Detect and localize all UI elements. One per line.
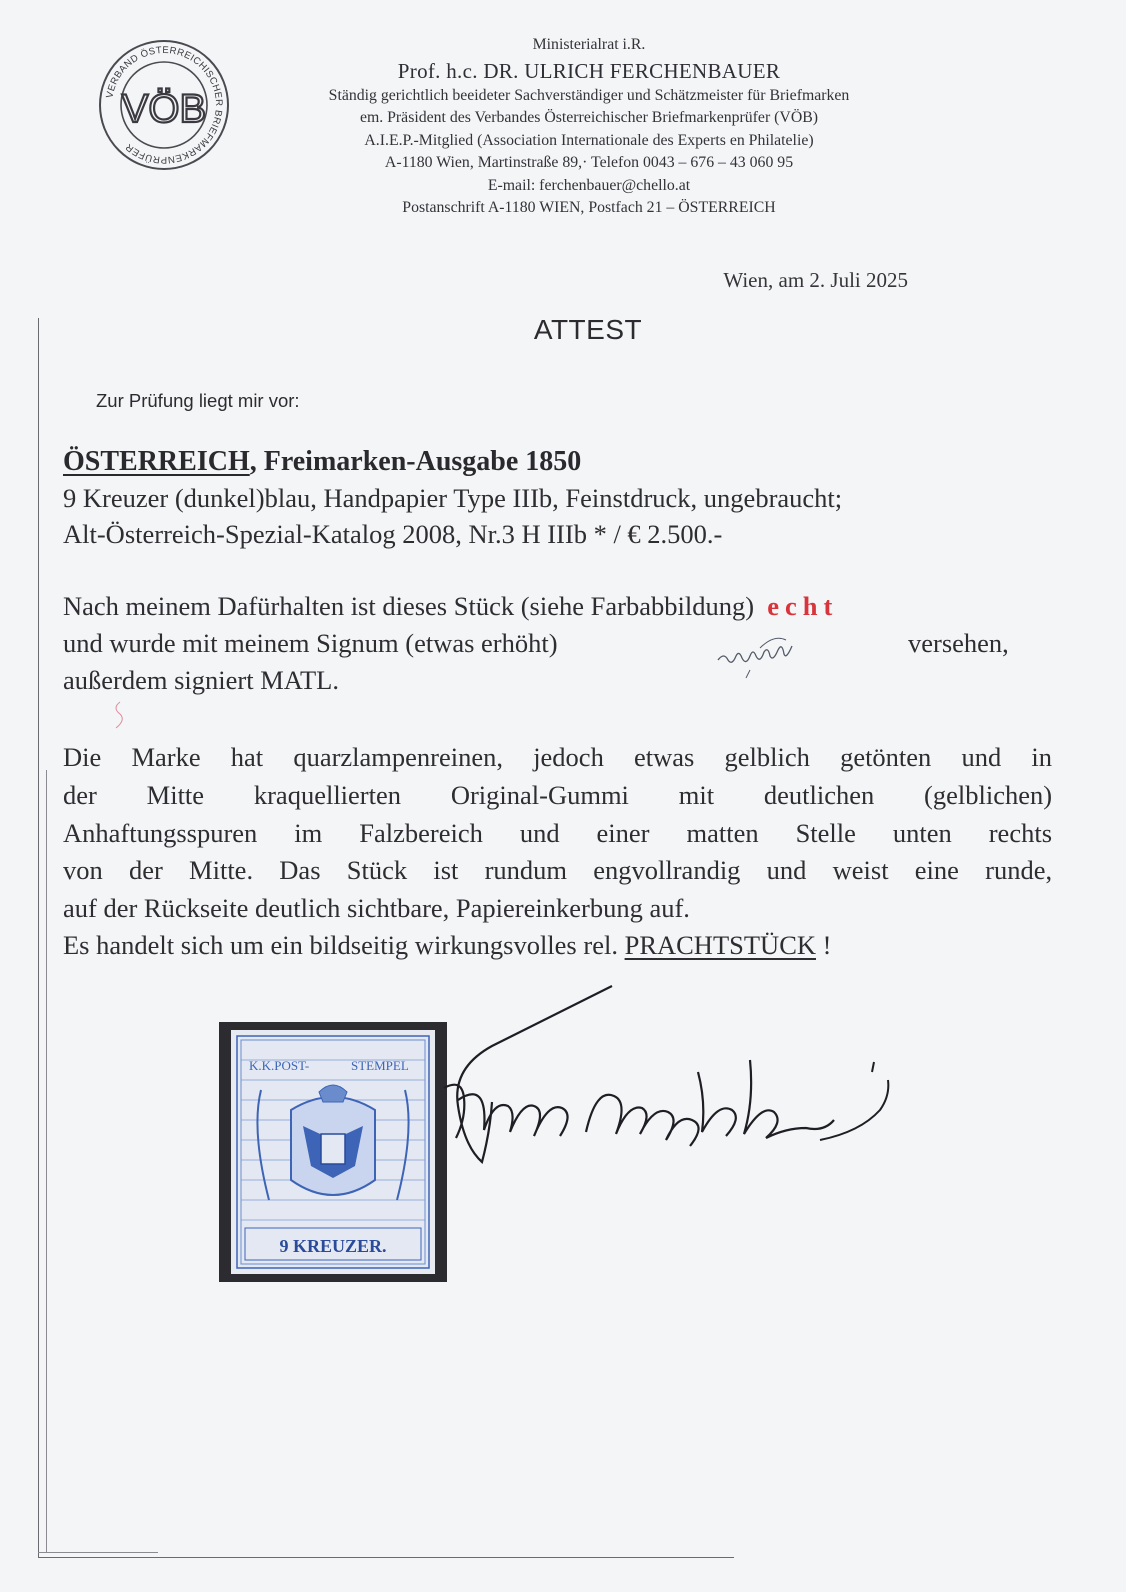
signum-sample bbox=[700, 630, 860, 680]
stamp-top-right-text: STEMPEL bbox=[351, 1058, 409, 1073]
verdict-text-1: Nach meinem Dafürhalten ist dieses Stück (siehe Farbabbildung) bbox=[63, 591, 755, 621]
word: eine bbox=[914, 855, 959, 885]
word: und bbox=[961, 742, 1002, 772]
intro-text: Zur Prüfung liegt mir vor: bbox=[96, 390, 300, 411]
examiner-signature bbox=[400, 980, 920, 1220]
word: und bbox=[519, 818, 560, 848]
word: der bbox=[128, 855, 163, 885]
body-line-4 bbox=[63, 855, 1052, 886]
body-line-6-end: ! bbox=[816, 930, 832, 960]
body-line-5: auf der Rückseite deutlich sichtbare, Papiereinkerbung auf. bbox=[63, 893, 690, 923]
document-date: Wien, am 2. Juli 2025 bbox=[723, 268, 908, 292]
letterhead-line3: A.I.E.P.-Mitglied (Association Internationale des Experts en Philatelie) bbox=[364, 131, 814, 149]
document-title: ATTEST bbox=[533, 314, 643, 345]
letterhead-address: A-1180 Wien, Martinstraße 89,· Telefon 0043 – 676 – 43 060 95 bbox=[384, 154, 794, 171]
letterhead-postal-address: Postanschrift A-1180 WIEN, Postfach 21 – ÖSTERREICH bbox=[402, 199, 776, 216]
word: ist bbox=[433, 855, 459, 885]
body-grade: PRACHTSTÜCK bbox=[624, 930, 817, 960]
word: matten bbox=[686, 818, 759, 848]
stamp-value-text: 9 KREUZER. bbox=[279, 1236, 387, 1256]
verdict-line-1 bbox=[63, 591, 838, 622]
letterhead bbox=[230, 34, 948, 220]
description-line-2: Alt-Österreich-Spezial-Katalog 2008, Nr.3 H IIIb * / € 2.500.- bbox=[63, 519, 723, 549]
word: getönten bbox=[840, 742, 932, 772]
letterhead-name: Prof. h.c. DR. ULRICH FERCHENBAUER bbox=[397, 58, 781, 83]
voeb-seal bbox=[97, 38, 231, 172]
frame-line-left bbox=[38, 318, 39, 1558]
verdict-genuine-label: echt bbox=[767, 591, 839, 621]
stamp-top-left-text: K.K.POST- bbox=[249, 1058, 310, 1073]
word: rundum bbox=[484, 855, 568, 885]
body-line-6 bbox=[63, 930, 831, 961]
word: deutlichen bbox=[763, 780, 875, 810]
seal-ring-text: VERBAND ÖSTERREICHISCHER BRIEFMARKENPRÜFER bbox=[104, 44, 225, 166]
word: Marke bbox=[131, 742, 201, 772]
word: etwas bbox=[634, 742, 695, 772]
word: Stück bbox=[346, 855, 408, 885]
word: von bbox=[63, 855, 103, 885]
letterhead-rank: Ministerialrat i.R. bbox=[532, 36, 646, 53]
word: der bbox=[63, 780, 97, 810]
word: in bbox=[1031, 742, 1053, 772]
word: weist bbox=[832, 855, 889, 885]
word: im bbox=[294, 818, 323, 848]
word: Falzbereich bbox=[359, 818, 483, 848]
heading-country: ÖSTERREICH bbox=[63, 446, 250, 477]
word: runde, bbox=[985, 855, 1053, 885]
frame-line-bottom bbox=[38, 1557, 734, 1558]
word: rechts bbox=[988, 818, 1053, 848]
word: einer bbox=[596, 818, 650, 848]
letterhead-line1: Ständig gerichtlich beeideter Sachverständiger und Schätzmeister für Briefmarken bbox=[328, 86, 850, 104]
heading-issue: , Freimarken-Ausgabe 1850 bbox=[249, 446, 582, 477]
body-line-1 bbox=[63, 742, 1052, 773]
word: unten bbox=[892, 818, 952, 848]
word: hat bbox=[230, 742, 264, 772]
word: gelblich bbox=[724, 742, 810, 772]
verdict-line-2-end: versehen, bbox=[908, 628, 1009, 658]
verdict-line-3: außerdem signiert MATL. bbox=[63, 665, 339, 695]
letterhead-line2: em. Präsident des Verbandes Österreichischer Briefmarkenprüfer (VÖB) bbox=[359, 109, 819, 126]
body-line-3 bbox=[63, 818, 1052, 849]
word: (gelblichen) bbox=[924, 780, 1053, 810]
word: mit bbox=[678, 780, 715, 810]
description-line-1: 9 Kreuzer (dunkel)blau, Handpapier Type IIIb, Feinstdruck, ungebraucht; bbox=[63, 483, 843, 513]
word: Das bbox=[279, 855, 321, 885]
word: Stelle bbox=[795, 818, 856, 848]
body-line-2 bbox=[63, 780, 1052, 811]
letterhead-email: E-mail: ferchenbauer@chello.at bbox=[487, 176, 691, 194]
word: quarzlampenreinen, bbox=[293, 742, 504, 772]
verdict-line-2-start: und wurde mit meinem Signum (etwas erhöht) bbox=[63, 628, 558, 658]
word: Die bbox=[63, 742, 102, 772]
frame-line-bottom-inner bbox=[38, 1552, 158, 1553]
word: Original-Gummi bbox=[450, 780, 629, 810]
pencil-mark bbox=[108, 700, 128, 730]
stamp-issue-heading bbox=[63, 446, 581, 478]
seal-monogram: VÖB bbox=[121, 87, 207, 131]
word: jedoch bbox=[533, 742, 604, 772]
frame-line-left-inner bbox=[46, 770, 47, 1552]
word: Mitte. bbox=[189, 855, 254, 885]
body-line-6-start: Es handelt sich um ein bildseitig wirkungsvolles rel. bbox=[63, 930, 625, 960]
word: Anhaftungsspuren bbox=[63, 818, 258, 848]
word: Mitte bbox=[146, 780, 205, 810]
word: engvollrandig bbox=[593, 855, 741, 885]
word: und bbox=[766, 855, 807, 885]
word: kraquellierten bbox=[253, 780, 402, 810]
